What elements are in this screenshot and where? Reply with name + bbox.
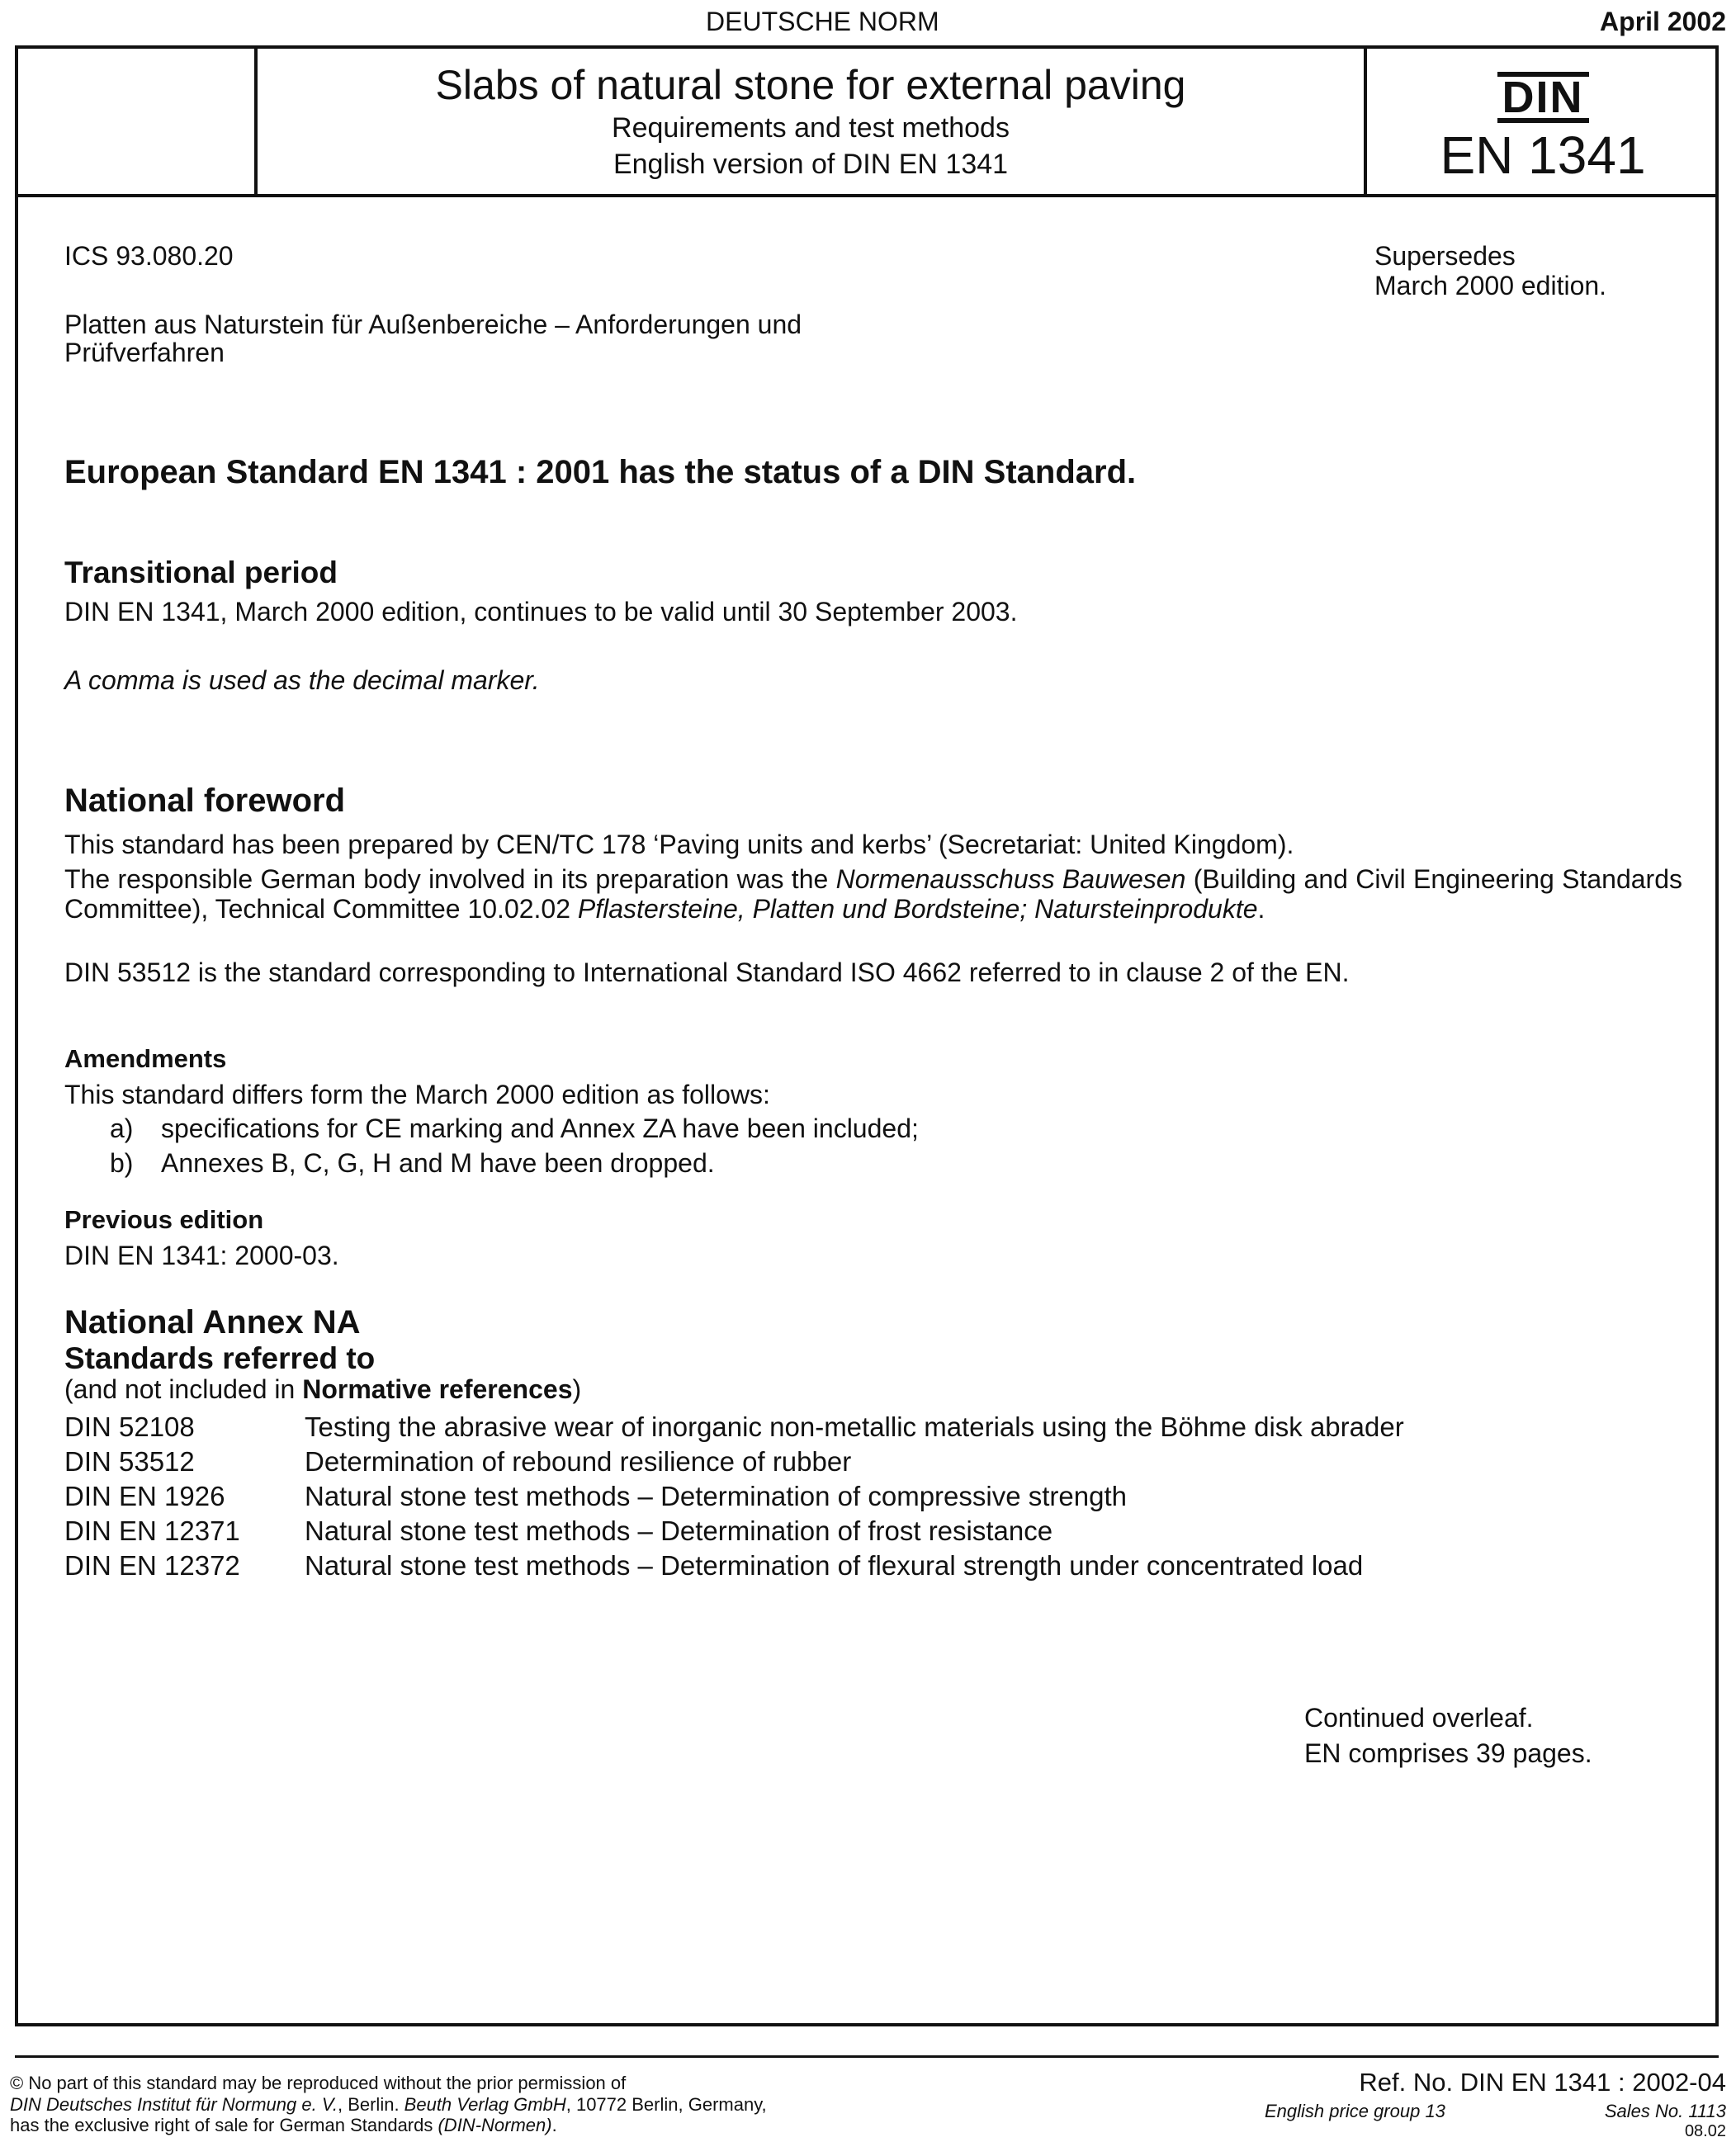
reference-number: Ref. No. DIN EN 1341 : 2002-04 bbox=[1359, 2068, 1726, 2097]
reference-title: Determination of rebound resilience of rubber bbox=[305, 1446, 852, 1477]
transitional-heading: Transitional period bbox=[64, 556, 338, 589]
foreword-paragraph-1: This standard has been prepared by CEN/TC 178 ‘Paving units and kerbs’ (Secretariat: United Kingdom). bbox=[64, 830, 1294, 859]
foreword-paragraph-3: DIN 53512 is the standard corresponding to International Standard ISO 4662 referred to in clause 2 of the EN. bbox=[64, 958, 1350, 987]
norm-label: DEUTSCHE NORM bbox=[706, 7, 939, 36]
reference-title: Natural stone test methods – Determination of compressive strength bbox=[305, 1481, 1127, 1511]
title-block bbox=[18, 49, 1715, 197]
reference-title: Natural stone test methods – Determination of frost resistance bbox=[305, 1515, 1053, 1546]
supersedes-label: Supersedes bbox=[1374, 241, 1516, 271]
reference-row bbox=[64, 1446, 1699, 1481]
document-title: Slabs of natural stone for external paving bbox=[435, 62, 1186, 108]
reference-row bbox=[64, 1411, 1699, 1446]
footer-rule bbox=[15, 2055, 1719, 2058]
amendment-marker: b) bbox=[110, 1148, 134, 1178]
reference-code: DIN EN 12371 bbox=[64, 1515, 240, 1546]
supersedes-edition: March 2000 edition. bbox=[1374, 271, 1607, 300]
page-count-note: EN comprises 39 pages. bbox=[1304, 1738, 1592, 1768]
annex-subheading: Standards referred to bbox=[64, 1341, 376, 1375]
issue-date: April 2002 bbox=[1600, 7, 1726, 36]
annex-note: (and not included in Normative references) bbox=[64, 1374, 582, 1404]
foreword-heading: National foreword bbox=[64, 783, 346, 819]
ics-code: ICS 93.080.20 bbox=[64, 241, 234, 271]
reference-code: DIN EN 1926 bbox=[64, 1481, 225, 1511]
standard-number: EN 1341 bbox=[1440, 125, 1646, 185]
german-title-line1: Platten aus Naturstein für Außenbereiche – Anforderungen und bbox=[64, 310, 802, 339]
copyright-line-1: © No part of this standard may be reproduced without the prior permission of bbox=[10, 2073, 627, 2093]
document-subtitle: Requirements and test methods bbox=[612, 112, 1010, 144]
amendment-marker: a) bbox=[110, 1114, 134, 1143]
previous-edition-heading: Previous edition bbox=[64, 1205, 264, 1234]
amendment-item: Annexes B, C, G, H and M have been dropped. bbox=[161, 1148, 715, 1178]
print-code: 08.02 bbox=[1684, 2122, 1726, 2140]
reference-code: DIN 52108 bbox=[64, 1411, 195, 1442]
reference-row bbox=[64, 1515, 1699, 1550]
technical-committee-name: Pflastersteine, Platten und Bordsteine; Natursteinprodukte bbox=[577, 894, 1258, 924]
copyright-line-2: DIN Deutsches Institut für Normung e. V., Berlin. Beuth Verlag GmbH, 10772 Berlin, Germany, bbox=[10, 2094, 767, 2115]
copyright-line-3: has the exclusive right of sale for German Standards (DIN-Normen). bbox=[10, 2115, 557, 2135]
german-title-line2: Prüfverfahren bbox=[64, 338, 225, 367]
reference-row bbox=[64, 1550, 1699, 1585]
transitional-text: DIN EN 1341, March 2000 edition, continues to be valid until 30 September 2003. bbox=[64, 597, 1018, 627]
status-statement: European Standard EN 1341 : 2001 has the status of a DIN Standard. bbox=[64, 454, 1137, 490]
reference-code: DIN EN 12372 bbox=[64, 1550, 240, 1581]
din-logo: DIN bbox=[1497, 72, 1589, 123]
amendments-heading: Amendments bbox=[64, 1044, 227, 1073]
sales-number: Sales No. 1113 bbox=[1604, 2101, 1726, 2121]
committee-name: Normenausschuss Bauwesen bbox=[835, 864, 1186, 894]
din-block bbox=[1367, 49, 1719, 184]
previous-edition-text: DIN EN 1341: 2000-03. bbox=[64, 1241, 339, 1270]
amendments-intro: This standard differs form the March 2000 edition as follows: bbox=[64, 1080, 770, 1109]
reference-row bbox=[64, 1481, 1699, 1515]
version-note: English version of DIN EN 1341 bbox=[613, 149, 1009, 180]
continued-note: Continued overleaf. bbox=[1304, 1703, 1534, 1733]
amendment-item: specifications for CE marking and Annex ZA have been included; bbox=[161, 1114, 919, 1143]
decimal-note: A comma is used as the decimal marker. bbox=[64, 665, 540, 695]
price-group: English price group 13 bbox=[1265, 2101, 1445, 2121]
annex-heading: National Annex NA bbox=[64, 1304, 361, 1341]
reference-title: Testing the abrasive wear of inorganic non-metallic materials using the Böhme disk abrader bbox=[305, 1411, 1404, 1442]
foreword-paragraph-2: The responsible German body involved in its preparation was the Normenausschuss Bauwesen (Building and Civil Engineering Standards Committee), Technical Committee 10.02.02 Pflastersteine, Platten und Bordsteine; Natursteinprodukte. bbox=[64, 864, 1683, 924]
reference-title: Natural stone test methods – Determination of flexural strength under concentrated load bbox=[305, 1550, 1364, 1581]
reference-code: DIN 53512 bbox=[64, 1446, 195, 1477]
title-box bbox=[258, 60, 1364, 182]
